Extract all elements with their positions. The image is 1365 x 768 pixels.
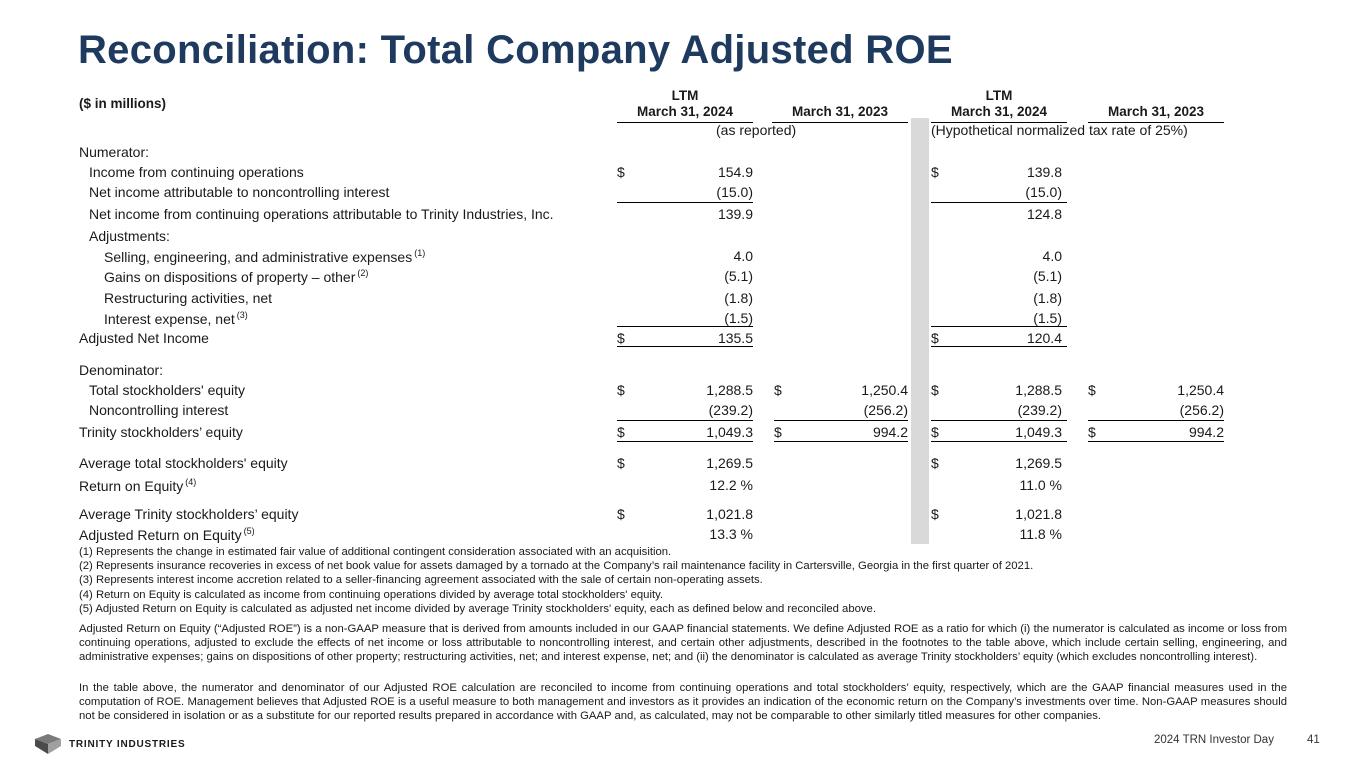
currency-symbol: $: [617, 164, 625, 180]
table-row: [0, 362, 1365, 382]
row-label-text: Restructuring activities, net: [104, 290, 273, 306]
table-rule: [1088, 441, 1224, 442]
currency-symbol: $: [774, 424, 782, 440]
row-label: [104, 310, 248, 327]
table-row: [0, 290, 1365, 310]
row-label: [89, 164, 304, 180]
row-label: [79, 477, 196, 494]
cell-value: (256.2): [1179, 402, 1224, 418]
row-label: [79, 362, 163, 378]
currency-symbol: $: [1088, 382, 1096, 398]
page-number: 41: [1307, 734, 1320, 746]
subheader-as-reported: (as reported): [716, 122, 797, 138]
row-label-text: Return on Equity: [79, 478, 184, 494]
cell-value: 1,049.3: [1015, 424, 1062, 440]
row-label: [104, 248, 425, 265]
currency-symbol: $: [617, 455, 625, 471]
table-row: [0, 228, 1365, 248]
row-label-text: Gains on dispositions of property – other: [104, 269, 356, 285]
event-label: 2024 TRN Investor Day: [1154, 734, 1274, 746]
cell-value: 4.0: [733, 248, 753, 264]
cell-value: 1,269.5: [1015, 455, 1062, 471]
row-label: [79, 144, 149, 160]
company-logo: [33, 733, 185, 755]
header-ltm-2024-normalized: [931, 88, 1067, 123]
currency-symbol: $: [1088, 424, 1096, 440]
table-rule: [617, 420, 753, 421]
footnote-ref: (5): [243, 526, 255, 536]
cell-value: 1,250.4: [1177, 382, 1224, 398]
cell-value: (239.2): [1017, 402, 1062, 418]
cell-value: (1.5): [724, 310, 753, 326]
cell-value: (15.0): [716, 184, 753, 200]
header-date-label: March 31, 2024: [950, 104, 1048, 119]
row-label-text: Net income attributable to noncontrolling interest: [89, 184, 390, 200]
cell-value: 120.4: [1026, 330, 1062, 346]
footnote: (4) Return on Equity is calculated as income from continuing operations divided by average total stockholders' equity.: [79, 588, 664, 601]
table-row: [0, 206, 1365, 226]
logo-text: TRINITY INDUSTRIES: [69, 738, 186, 750]
cell-value: 1,269.5: [706, 455, 753, 471]
table-row: [0, 455, 1365, 475]
row-label-text: Selling, engineering, and administrative expenses: [104, 249, 413, 265]
table-rule: [617, 346, 753, 347]
units-label: ($ in millions): [79, 96, 167, 111]
row-label: [104, 268, 368, 285]
table-rule: [931, 420, 1067, 421]
table-rule: [774, 441, 908, 442]
cell-value: 1,288.5: [1015, 382, 1062, 398]
row-label: [79, 506, 298, 522]
cell-value: (1.8): [724, 290, 753, 306]
table-row: [0, 330, 1365, 350]
row-label-text: Adjusted Return on Equity: [79, 527, 242, 543]
table-row: [0, 506, 1365, 526]
cell-value: 12.2 %: [709, 477, 753, 493]
table-rule: [617, 441, 753, 442]
currency-symbol: $: [931, 455, 939, 471]
cell-value: 135.5: [717, 330, 753, 346]
header-2023-normalized: March 31, 2023: [1088, 104, 1224, 123]
cell-value: 1,250.4: [861, 382, 908, 398]
table-rule: [931, 326, 1067, 327]
cell-value: 11.0 %: [1019, 477, 1062, 493]
cell-value: 994.2: [872, 424, 908, 440]
header-ltm-2024-reported: [617, 88, 753, 123]
cell-value: (1.5): [1033, 310, 1062, 326]
footnote-ref: (1): [414, 248, 426, 258]
row-label-text: Adjusted Net Income: [79, 330, 209, 346]
cell-value: 11.8 %: [1019, 526, 1062, 542]
row-label-text: Average total stockholders' equity: [79, 455, 288, 471]
footnote: (1) Represents the change in estimated fair value of additional contingent consideration associated with an acquisition.: [79, 546, 672, 558]
row-label: [79, 455, 288, 471]
cell-value: (256.2): [863, 402, 908, 418]
currency-symbol: $: [617, 382, 625, 398]
table-row: [0, 268, 1365, 288]
explanation-paragraph: In the table above, the numerator and denominator of our Adjusted ROE calculation are reconciled to income from continuing operations and total stockholders’ equity, respectively, which are the GAAP financial measures used in the computation of ROE. Management believes that Adjusted ROE is a useful measure to both management and investors as it provides an indication of the economic return on the Company’s investments over time. Non-GAAP measures should not be considered in isolation or as a substitute for our reported results prepared in accordance with GAAP and, as calculated, may not be comparable to other similarly titled measures for other companies.: [79, 682, 1287, 722]
table-rule: [931, 441, 1067, 442]
currency-symbol: $: [617, 424, 625, 440]
table-row: [0, 477, 1365, 497]
row-label-text: Numerator:: [79, 144, 150, 160]
footnote-ref: (2): [357, 268, 369, 278]
cell-value: 1,288.5: [706, 382, 753, 398]
table-rule: [617, 202, 753, 203]
table-row: [0, 526, 1365, 546]
currency-symbol: $: [931, 382, 939, 398]
footnote: (5) Adjusted Return on Equity is calculated as adjusted net income divided by average Trinity stockholders' equity, each as defined below and reconciled above.: [79, 602, 876, 615]
header-date-label: March 31, 2024: [636, 104, 734, 119]
cell-value: (1.8): [1033, 290, 1062, 306]
header-ltm-label: LTM: [985, 88, 1013, 103]
row-label-text: Interest expense, net: [104, 311, 235, 327]
table-row: [0, 248, 1365, 268]
row-label-text: Noncontrolling interest: [89, 402, 229, 418]
footnote: (2) Represents insurance recoveries in excess of net book value for assets damaged by a tornado at the Company’s rail maintenance facility in Cartersville, Georgia in the first quarter of 2021.: [79, 560, 1034, 573]
row-label: [79, 526, 255, 543]
cell-value: 154.9: [717, 164, 753, 180]
currency-symbol: $: [931, 164, 939, 180]
table-row: [0, 310, 1365, 330]
cell-value: (239.2): [708, 402, 753, 418]
subheader-hypothetical: (Hypothetical normalized tax rate of 25%): [931, 122, 1188, 138]
footnote: (3) Represents interest income accretion related to a seller-financing agreement associated with the sale of certain non-operating assets.: [79, 574, 763, 587]
row-label-text: Income from continuing operations: [89, 164, 304, 180]
row-label: [79, 330, 209, 346]
row-label: [89, 228, 170, 244]
cell-value: 994.2: [1188, 424, 1224, 440]
cell-value: 139.8: [1026, 164, 1062, 180]
cell-value: 139.9: [717, 206, 753, 222]
definition-paragraph: Adjusted Return on Equity (“Adjusted ROE”) is a non-GAAP measure that is derived from amounts included in our GAAP financial statements. We define Adjusted ROE as a ratio for which (i) the numerator is calculated as income or loss from continuing operations, adjusted to exclude the effects of net income or loss attributable to noncontrolling interest, and certain other adjustments, described in the footnotes to the table above, which include certain selling, engineering, and administrative expenses; gains on dispositions of other property; restructuring activities, net; and interest expense, net; and (ii) the denominator is calculated as average Trinity stockholders’ equity (which excludes noncontrolling interest).: [79, 623, 1287, 663]
currency-symbol: $: [931, 424, 939, 440]
table-rule: [1088, 420, 1224, 421]
row-label-text: Denominator:: [79, 362, 164, 378]
trinity-logo-icon: [33, 733, 63, 755]
currency-symbol: $: [617, 330, 625, 346]
currency-symbol: $: [774, 382, 782, 398]
cell-value: 4.0: [1042, 248, 1062, 264]
table-rule: [774, 420, 908, 421]
currency-symbol: $: [931, 330, 939, 346]
currency-symbol: $: [931, 506, 939, 522]
table-row: [0, 402, 1365, 422]
row-label-text: Adjustments:: [89, 228, 170, 244]
table-row: [0, 144, 1365, 164]
table-row: [0, 164, 1365, 184]
cell-value: 124.8: [1026, 206, 1062, 222]
row-label: [89, 184, 389, 200]
header-2023-reported: March 31, 2023: [772, 104, 908, 123]
row-label-text: Total stockholders' equity: [89, 382, 245, 398]
currency-symbol: $: [617, 506, 625, 522]
row-label-text: Average Trinity stockholders’ equity: [79, 506, 299, 522]
cell-value: (15.0): [1025, 184, 1062, 200]
footnote-ref: (3): [236, 310, 248, 320]
table-row: [0, 382, 1365, 402]
row-label: [89, 206, 554, 222]
cell-value: (5.1): [724, 268, 753, 284]
cell-value: 13.3 %: [709, 526, 753, 542]
cell-value: 1,021.8: [1015, 506, 1062, 522]
footnote-ref: (4): [185, 477, 197, 487]
row-label: [89, 382, 245, 398]
row-label-text: Trinity stockholders’ equity: [79, 424, 243, 440]
table-rule: [931, 202, 1067, 203]
header-ltm-label: LTM: [671, 88, 699, 103]
page-title: Reconciliation: Total Company Adjusted ROE: [78, 28, 953, 72]
cell-value: (5.1): [1033, 268, 1062, 284]
row-label: [89, 402, 228, 418]
row-label-text: Net income from continuing operations attributable to Trinity Industries, Inc.: [89, 206, 554, 222]
table-row: [0, 184, 1365, 204]
row-label: [79, 424, 243, 440]
row-label: [104, 290, 272, 306]
table-rule: [617, 326, 753, 327]
cell-value: 1,021.8: [706, 506, 753, 522]
cell-value: 1,049.3: [706, 424, 753, 440]
table-rule: [931, 346, 1067, 347]
